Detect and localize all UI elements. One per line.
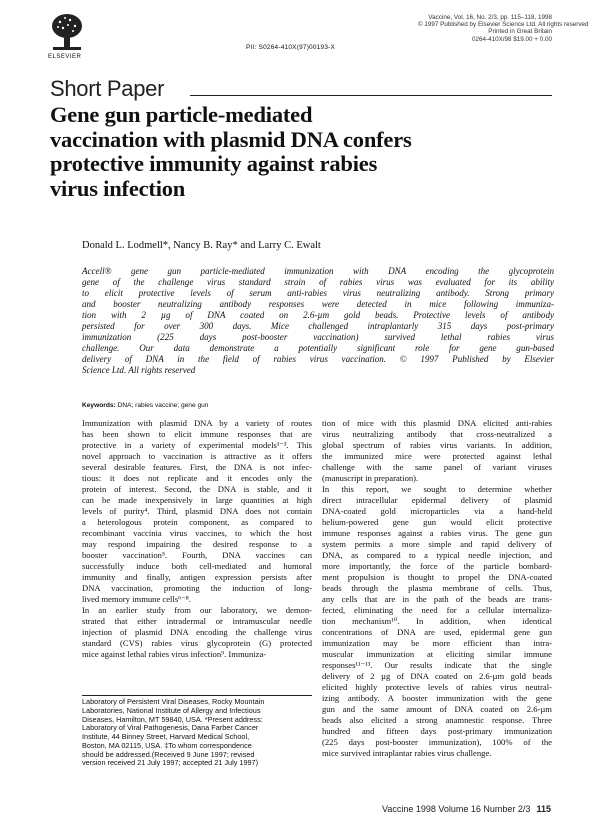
body-line: In this report, we sought to determine whether	[322, 484, 552, 494]
body-line: immune responses against a rabies virus. The gene gun	[322, 528, 552, 538]
page-footer	[382, 804, 551, 814]
body-line: protein of interest. Second, the DNA is stable, and it	[82, 484, 312, 494]
body-line: levels of purity⁴. Third, plasmid DNA does not contain	[82, 506, 312, 516]
footnote-line: version received 21 July 1997; accepted 21 July 1997)	[82, 758, 259, 768]
abstract-line: tion with 2 µg of DNA coated on 2.6-µm gold beads. Protective levels of antibody	[82, 310, 554, 320]
footnote-divider	[82, 695, 312, 696]
body-line: several desirable features. First, the DNA is not infec-	[82, 462, 312, 472]
body-line: In an earlier study from our laboratory, we demon-	[82, 605, 312, 615]
journal-meta	[418, 14, 589, 43]
body-line: injection of plasmid DNA encoding the challenge virus	[82, 627, 312, 637]
body-line: a heterologous protein component, as compared to	[82, 517, 312, 527]
section-divider	[190, 95, 552, 96]
keywords-label: Keywords:	[82, 402, 116, 409]
article-title	[50, 103, 510, 201]
body-line: mice against lethal rabies virus infection⁹. Immuniza-	[82, 649, 267, 659]
body-line: has been shown to elicit immune responses that are	[82, 429, 312, 439]
body-line: (manuscript in preparation).	[322, 473, 419, 483]
body-line: immunization may be more efficient than intra-	[322, 638, 552, 648]
footnote-line: Boston, MA 02115, USA. ‡To whom correspondence	[82, 740, 252, 750]
body-line: immunity and finally, antigen expression persists after	[82, 572, 312, 582]
body-left-column	[82, 418, 312, 660]
page-number: 115	[536, 804, 551, 814]
body-line: beads also elicited a strong anamnestic response. Three	[322, 715, 552, 725]
abstract	[82, 266, 554, 376]
body-line: ment propulsion is thought to propel the DNA-coated	[322, 572, 552, 582]
body-line: can be made inexpensively in large quantities at high	[82, 495, 312, 505]
body-line: global spectrum of rabies virus variants. In addition,	[322, 440, 552, 450]
body-line: izing antibody. A booster immunization with the gene	[322, 693, 552, 703]
pii-code: PII: S0264-410X(97)00193-X	[246, 44, 336, 51]
body-line: DNA vaccination, promoting the induction of long-	[82, 583, 312, 593]
footnote-line: Laboratory of Persistent Viral Diseases, Rocky Mountain	[82, 697, 265, 706]
body-line: Immunization with plasmid DNA by a variety of routes	[82, 418, 312, 428]
body-line: novel approach to vaccination is attractive as it offers	[82, 451, 312, 461]
journal-meta-line: Printed in Great Britain	[488, 28, 552, 36]
footnote-line: Laboratory of Viral Pathogenesis, Dana Farber Cancer	[82, 723, 259, 733]
body-line: the immunized mice were protected against lethal	[322, 451, 552, 461]
body-line: helium-powered gene gun would elicit protective	[322, 517, 552, 527]
title-line: protective immunity against rabies	[50, 151, 378, 176]
body-line: tion of mice with this plasmid DNA elicited anti-rabies	[322, 418, 552, 428]
abstract-line: delivery of DNA in the field of rabies virus vaccination. © 1997 Published by Elsevier	[82, 354, 554, 364]
elsevier-tree-logo-icon	[50, 12, 84, 52]
body-line: DNA, as compared to a typical needle injection, and	[322, 550, 552, 560]
footnote-line: Institute, 44 Binney Street, Harvard Medical School,	[82, 732, 250, 741]
title-line: vaccination with plasmid DNA confers	[50, 126, 412, 152]
body-line: challenge with the same panel of variant viruses	[322, 462, 552, 472]
keywords-text: DNA; rabies vaccine; gene gun	[117, 402, 209, 409]
body-line: hundred and fifteen days post-primary immunization	[322, 726, 552, 736]
section-label: Short Paper	[50, 76, 165, 101]
affiliation-footnote	[82, 698, 312, 768]
body-line: direct intracellular epidermal delivery of plasmid	[322, 495, 552, 505]
journal-meta-line: Vaccine, Vol. 16, No. 2/3, pp. 115–118, 1998	[428, 14, 552, 21]
body-line: more importantly, the force of the particle bombard-	[322, 561, 552, 571]
abstract-line: Accell® gene gun particle-mediated immunization with DNA encoding the glycoprotein	[82, 266, 554, 276]
footer-citation: Vaccine 1998 Volume 16 Number 2/3	[382, 804, 531, 814]
body-line: protective in a variety of experimental models¹⁻³. This	[82, 440, 312, 450]
abstract-line: persisted for over 300 days. Mice challenged intraplantarly 315 days post-primary	[82, 321, 554, 331]
journal-meta-line: © 1997 Published by Elsevier Science Ltd. All rights reserved	[418, 21, 589, 29]
title-line: Gene gun particle-mediated	[50, 102, 313, 127]
authors: Donald L. Lodmell*, Nancy B. Ray* and Larry C. Ewalt	[82, 240, 321, 251]
body-line: concentrations of DNA are used, epidermal gene gun	[322, 627, 552, 637]
footnote-line: should be addressed.(Received 9 June 1997; revised	[82, 749, 255, 759]
abstract-line: challenge. Our data demonstrate a potentially significant role for gene gun-based	[82, 343, 554, 353]
body-line: tion mechanism¹⁰. In addition, when identical	[322, 616, 552, 626]
body-line: responses¹¹⁻¹³. Our results indicate that the single	[322, 660, 552, 670]
footnote-line: Diseases, Hamilton, MT 59840, USA. *Present address:	[82, 714, 263, 724]
body-line: recombinant vaccinia virus vaccines, to which the host	[82, 528, 312, 538]
abstract-line: to elicit protective levels of serum anti-rabies virus neutralizing antibody. Strong primary	[82, 288, 554, 298]
abstract-line: gene of the challenge virus standard strain of rabies virus was evaluated for its ability	[82, 277, 554, 287]
body-line: (225 days post-booster immunization), 100% of the	[322, 737, 552, 747]
body-line: lived memory immune cells⁶⁻⁸.	[82, 594, 191, 604]
body-line: may respond impairing the desired response to a	[82, 539, 312, 549]
publisher-name: ELSEVIER	[48, 54, 82, 60]
body-line: virus neutralizing antibody that cross-neutralized a	[322, 429, 552, 439]
journal-meta-line: 0264-410X/98 $19.00 + 0.00	[471, 35, 552, 43]
body-line: booster vaccination⁵. Fourth, DNA vaccines can	[82, 550, 312, 560]
body-line: gun and the same amount of DNA coated on 2.6-µm	[322, 704, 552, 714]
body-line: tious: it does not replicate and it encodes only the	[82, 473, 312, 483]
keywords	[82, 402, 208, 409]
body-line: muscular immunization at eliciting similar immune	[322, 649, 552, 659]
body-line: fected, eliminating the need for a cellular internaliza-	[322, 605, 552, 615]
body-line: DNA-coated gold microparticles via a hand-held	[322, 506, 552, 516]
body-line: delivery of 2 µg of DNA coated on 2.6-µm gold beads	[322, 671, 552, 681]
body-line: beads through the plasma membrane of cells. Thus,	[322, 583, 552, 593]
body-line: mice survived intraplantar rabies virus challenge.	[322, 748, 492, 758]
body-line: any cells that are in the path of the beads are trans-	[322, 594, 552, 604]
abstract-line: immunization (225 days post-booster vaccination) survived lethal rabies virus	[82, 332, 554, 342]
abstract-line: and booster neutralizing antibody responses were detected in mice following immuniza-	[82, 299, 554, 309]
footnote-line: Laboratories, National Institute of Allergy and Infectious	[82, 705, 261, 715]
body-line: strated that either intradermal or intramuscular needle	[82, 616, 312, 626]
body-line: elicited highly protective levels of rabies virus neutral-	[322, 682, 552, 692]
body-right-column	[322, 418, 552, 759]
body-line: successfully induce both cell-mediated and humoral	[82, 561, 312, 571]
abstract-line: Science Ltd. All rights reserved	[82, 365, 196, 375]
body-line: system permits a more simple and rapid delivery of	[322, 539, 552, 549]
title-line: virus infection	[50, 175, 186, 201]
body-line: standard (CVS) rabies virus glycoprotein (G) protected	[82, 638, 312, 648]
